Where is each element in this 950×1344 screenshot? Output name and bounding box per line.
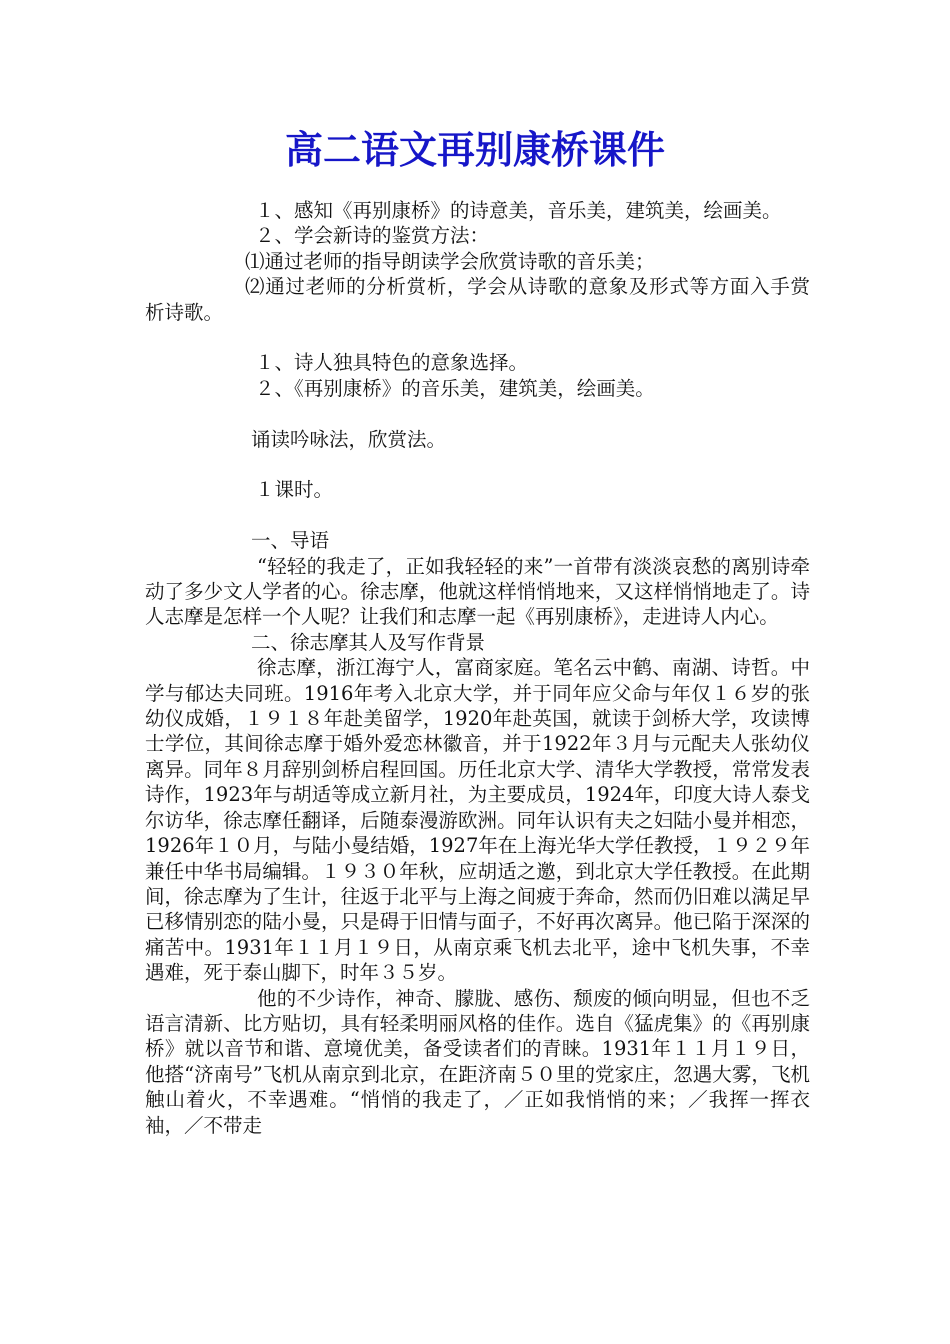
spacer (145, 325, 810, 350)
objective-1: １、感知《再别康桥》的诗意美，音乐美，建筑美，绘画美。 (255, 199, 782, 222)
section-1-text: “轻轻的我走了，正如我轻轻的来”一首带有淡淡哀愁的离别诗牵动了多少文人学者的心。徐志摩，他就这样悄悄地来，又这样悄悄地走了。诗人志摩是怎样一个人呢？让我们和志摩一起《再别康桥》，走进诗人内心。 (145, 554, 810, 629)
section-2-paragraph-1: 徐志摩，浙江海宁人，富商家庭。笔名云中鹤、南湖、诗哲。中学与郁达夫同班。1916年考入北京大学，并于同年应父命与年仅１６岁的张幼仪成婚，１９１８年赴美留学，1920年赴英国，就读于剑桥大学，攻读博士学位，其间徐志摩于婚外爱恋林徽音，并于1922年３月与元配夫人张幼仪离异。同年８月辞别剑桥启程回国。历任北京大学、清华大学教授，常常发表诗作，1923年与胡适等成立新月社，为主要成员，1924年，印度大诗人泰戈尔访华，徐志摩任翻译，后随泰漫游欧洲。同年认识有夫之妇陆小曼并相恋，1926年１０月，与陆小曼结婚，1927年在上海光华大学任教授，１９２９年兼任中华书局编辑。１９３０年秋，应胡适之邀，到北京大学任教授。在此期间，徐志摩为了生计，往返于北平与上海之间疲于奔命，然而仍旧难以满足早已移情别恋的陆小曼，只是碍于旧情与面子，不好再次离异。他已陷于深深的痛苦中。1931年１１月１９日，从南京乘飞机去北平，途中飞机失事，不幸遇难，死于泰山脚下，时年３５岁。 (145, 656, 810, 985)
section-2-paragraph-2: 他的不少诗作，神奇、朦胧、感伤、颓废的倾向明显，但也不乏语言清新、比方贴切，具有轻柔明丽风格的佳作。选自《猛虎集》的《再别康桥》就以音节和谐、意境优美，备受读者们的青睐。1931年１１月１９日，他搭“济南号”飞机从南京到北京，在距济南５０里的党家庄，忽遇大雾，飞机触山着火，不幸遇难。“悄悄的我走了，／正如我悄悄的来；／我挥一挥衣袖，／不带走 (145, 986, 810, 1137)
objective-2-sub-2: ⑵通过老师的分析赏析，学会从诗歌的意象及形式等方面入手赏析诗歌。 (145, 275, 810, 324)
section-1-heading: 一、导语 (251, 529, 330, 553)
section-2-heading: 二、徐志摩其人及写作背景 (251, 630, 486, 654)
spacer (145, 452, 810, 477)
document-body (145, 198, 810, 1138)
key-point-1: １、诗人独具特色的意象选择。 (255, 351, 529, 375)
teaching-method: 诵读吟咏法，欣赏法。 (251, 427, 447, 451)
objective-2: ２、学会新诗的鉴赏方法： (255, 224, 490, 248)
spacer (145, 503, 810, 528)
document-title: 高二语文再别康桥课件 (284, 127, 665, 172)
key-point-2: ２、《再别康桥》的音乐美，建筑美，绘画美。 (255, 376, 655, 400)
objective-2-sub-1: ⑴通过老师的指导朗读学会欣赏诗歌的音乐美； (245, 249, 655, 273)
class-duration: １课时。 (255, 478, 334, 502)
spacer (145, 401, 810, 426)
